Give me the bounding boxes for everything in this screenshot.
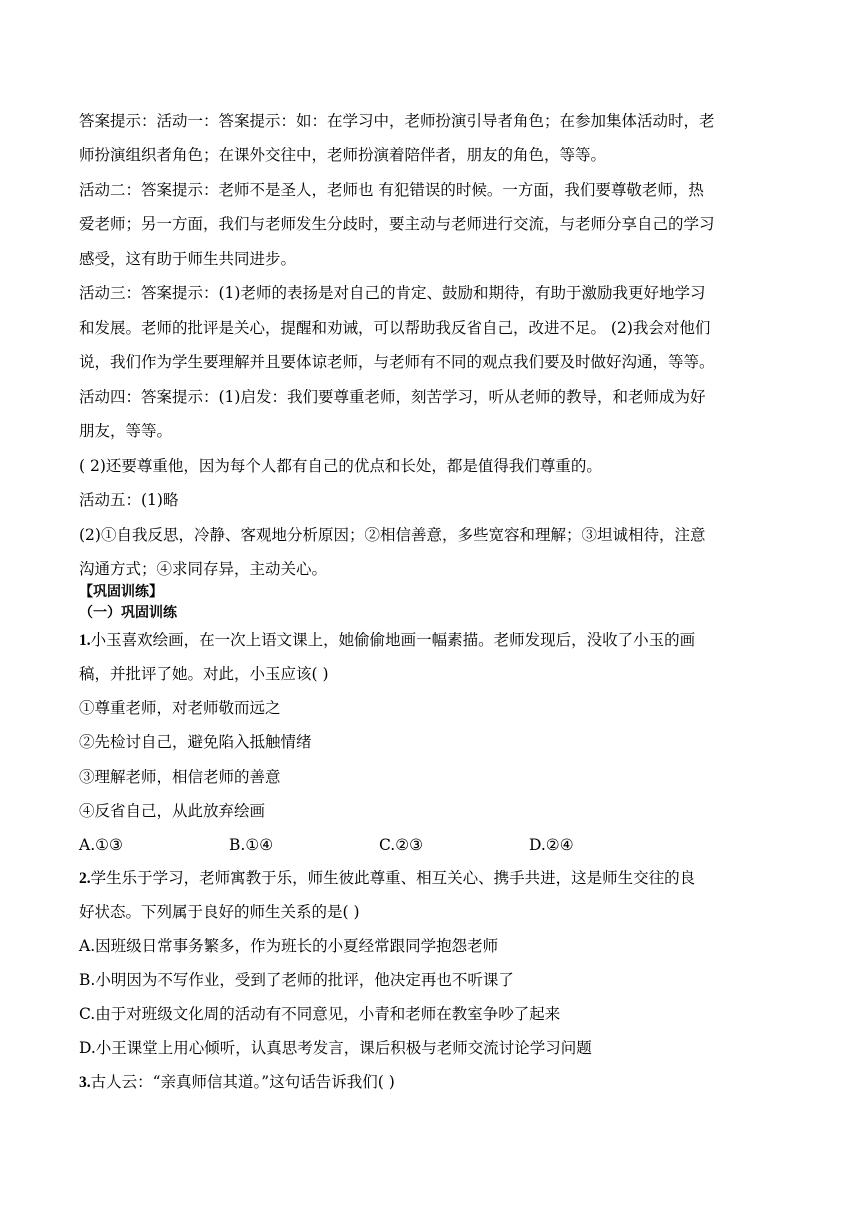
answer-line: 答案提示：活动一：答案提示：如：在学习中，老师扮演引导者角色；在参加集体活动时，老 [79,112,715,130]
answer-line: 和发展。老师的批评是关心，提醒和劝诫，可以帮助我反省自己，改进不足。 (2)我会对他们 [79,319,711,337]
option-a: A.①③ [79,836,123,854]
answer-line: (2)①自我反思，冷静、客观地分析原因；②相信善意，多些宽容和理解；③坦诚相待，注意 [79,526,706,544]
question-2-stem-cont: 好状态。下列属于良好的师生关系的是( ) [79,903,360,921]
answer-line: 活动二：答案提示：老师不是圣人，老师也 有犯错误的时候。一方面，我们要尊敬老师，热 [79,181,704,199]
statement-1: ①尊重老师，对老师敬而远之 [79,699,281,717]
question-number: 1. [79,632,91,649]
option-a: A.因班级日常事务繁多，作为班长的小夏经常跟同学抱怨老师 [79,937,499,955]
question-text: 古人云：“亲真师信其道。”这句话告诉我们( ) [90,1073,395,1091]
question-2-stem [79,868,695,889]
option-c: C.由于对班级文化周的活动有不同意见，小青和老师在教室争吵了起来 [79,1005,561,1023]
option-d: D.②④ [529,836,574,854]
question-number: 3. [79,1074,91,1091]
option-b: B.小明因为不写作业，受到了老师的批评，他决定再也不听课了 [79,971,514,989]
answer-line: 说，我们作为学生要理解并且要体谅老师，与老师有不同的观点我们要及时做好沟通，等等。 [79,353,715,371]
question-1-stem [79,630,695,651]
answer-line: 朋友，等等。 [79,422,173,440]
question-3-stem [79,1072,395,1093]
answer-line: 师扮演组织者角色；在课外交往中，老师扮演着陪伴者，朋友的角色，等等。 [79,146,607,164]
answer-line: 爱老师；另一方面，我们与老师发生分歧时，要主动与老师进行交流，与老师分享自己的学习 [79,215,715,233]
option-d: D.小王课堂上用心倾听，认真思考发言，课后积极与老师交流讨论学习问题 [79,1039,592,1057]
question-number: 2. [79,870,91,887]
option-b: B.①④ [229,836,274,854]
answer-line: 活动三：答案提示：(1)老师的表扬是对自己的肯定、鼓励和期待，有助于激励我更好地学习 [79,284,706,302]
answer-line: 感受，这有助于师生共同进步。 [79,250,297,268]
answer-line: 活动五：(1)略 [79,491,179,509]
answer-line: 沟通方式；④求同存异，主动关心。 [79,560,328,578]
section-title: 【巩固训练】 [79,584,163,600]
question-text: 学生乐于学习，老师寓教于乐，师生彼此尊重、相互关心、携手共进，这是师生交往的良 [90,869,696,887]
statement-4: ④反省自己，从此放弃绘画 [79,802,266,820]
answer-line: ( 2)还要尊重他，因为每个人都有自己的优点和长处，都是值得我们尊重的。 [79,457,602,475]
answer-line: 活动四：答案提示：(1)启发：我们要尊重老师，刻苦学习，听从老师的教导，和老师成为好 [79,388,706,406]
statement-2: ②先检讨自己，避免陷入抵触情绪 [79,733,312,751]
question-1-stem-cont: 稿，并批评了她。对此，小玉应该( ) [79,665,329,683]
option-c: C.②③ [379,836,424,854]
statement-3: ③理解老师，相信老师的善意 [79,768,281,786]
question-text: 小玉喜欢绘画，在一次上语文课上，她偷偷地画一幅素描。老师发现后，没收了小玉的画 [90,631,696,649]
section-subtitle: （一）巩固训练 [79,605,177,621]
